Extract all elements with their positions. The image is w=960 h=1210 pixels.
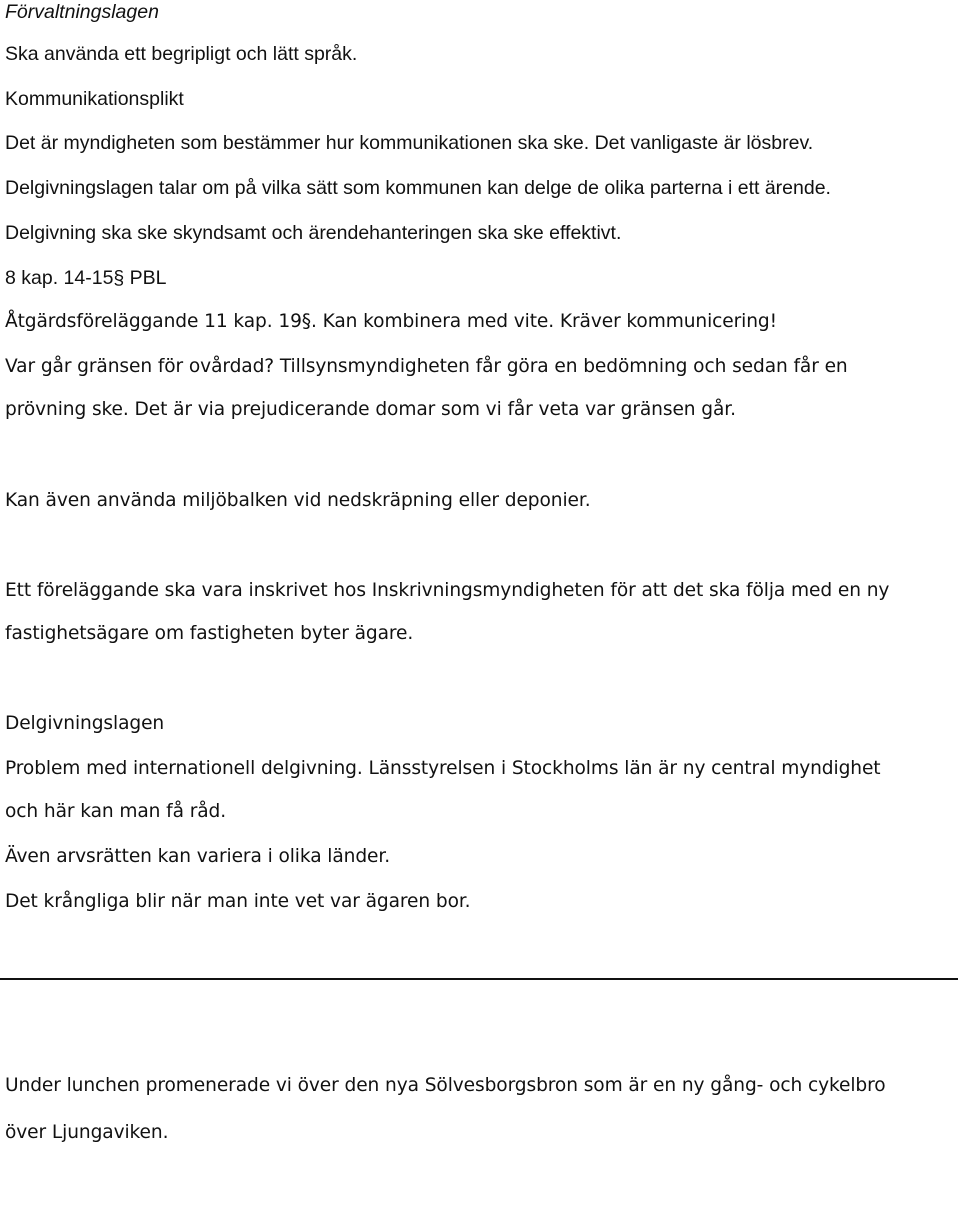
text-line: Delgivning ska ske skyndsamt och ärendehanteringen ska ske effektivt. — [5, 222, 622, 244]
text-line: Ett föreläggande ska vara inskrivet hos Inskrivningsmyndigheten för att det ska följa med en ny — [5, 580, 890, 601]
text-line: Problem med internationell delgivning. Länsstyrelsen i Stockholms län är ny central myndighet — [5, 758, 881, 779]
text-line: fastighetsägare om fastigheten byter ägare. — [5, 623, 414, 644]
text-line: Kan även använda miljöbalken vid nedskräpning eller deponier. — [5, 490, 591, 511]
text-line: prövning ske. Det är via prejudicerande domar som vi får veta var gränsen går. — [5, 399, 736, 420]
heading-kommunikationsplikt: Kommunikationsplikt — [5, 88, 184, 110]
text-line: Det är myndigheten som bestämmer hur kommunikationen ska ske. Det vanligaste är lösbrev. — [5, 132, 814, 154]
heading-forvaltningslagen: Förvaltningslagen — [5, 1, 159, 23]
text-line: Var går gränsen för ovårdad? Tillsynsmyndigheten får göra en bedömning och sedan får en — [5, 356, 848, 377]
text-line: Delgivningslagen talar om på vilka sätt som kommunen kan delge de olika parterna i ett ärende. — [5, 177, 831, 199]
text-line: Det krångliga blir när man inte vet var ägaren bor. — [5, 891, 471, 912]
text-line: Även arvsrätten kan variera i olika länder. — [5, 846, 391, 867]
text-line: 8 kap. 14-15§ PBL — [5, 267, 167, 289]
horizontal-rule — [0, 978, 958, 980]
text-line: Åtgärdsföreläggande 11 kap. 19§. Kan kombinera med vite. Kräver kommunicering! — [5, 311, 777, 332]
text-line: Under lunchen promenerade vi över den nya Sölvesborgsbron som är en ny gång- och cykelbro — [5, 1075, 886, 1096]
text-line: och här kan man få råd. — [5, 801, 227, 822]
text-line: över Ljungaviken. — [5, 1122, 169, 1143]
text-line: Ska använda ett begripligt och lätt språk. — [5, 43, 358, 65]
heading-delgivningslagen: Delgivningslagen — [5, 713, 165, 734]
